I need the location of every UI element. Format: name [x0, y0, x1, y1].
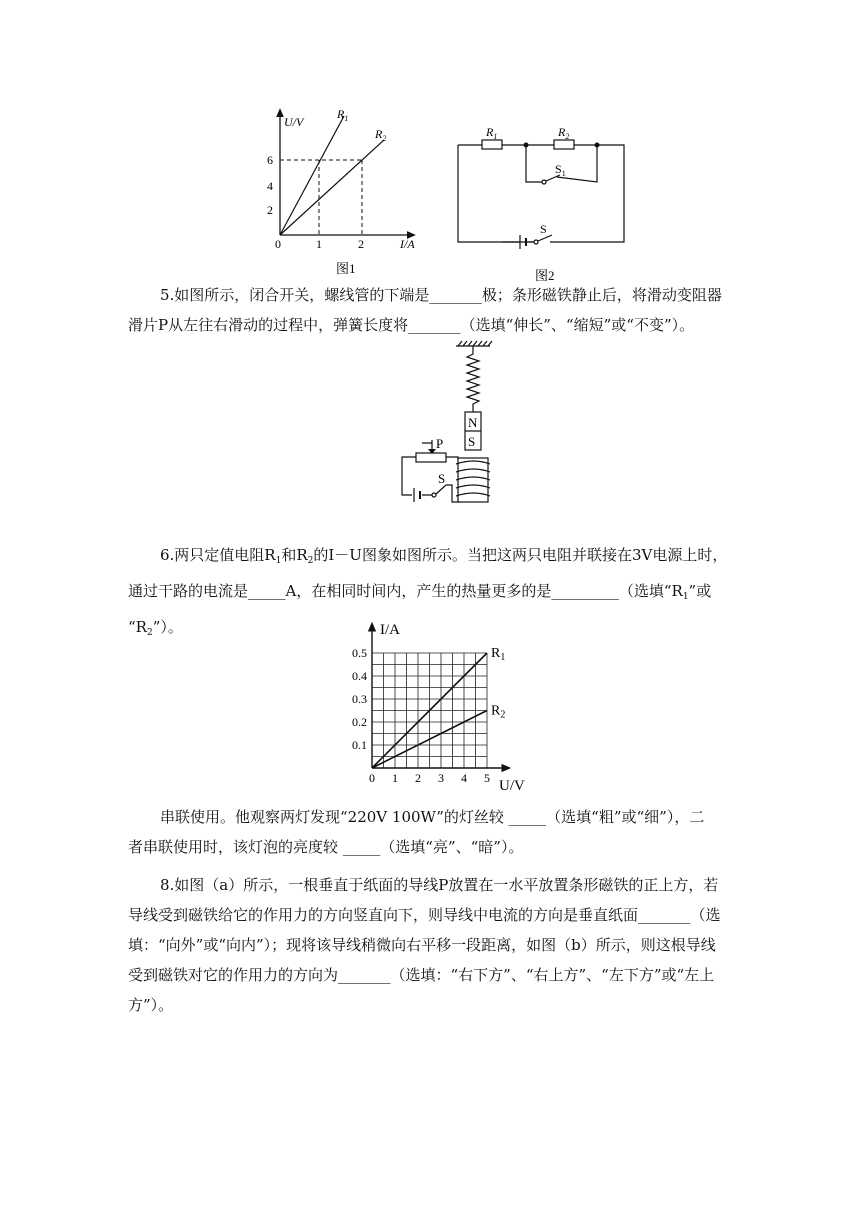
q7-line1: 串联使用。他观察两灯发现“220V 100W”的灯丝较 _____（选填“粗”或“细”），二 [160, 808, 705, 826]
y-tick-label: 0.4 [352, 669, 367, 683]
question-5 [128, 280, 732, 340]
q6-line2: 通过干路的电流是_____A，在相同时间内，产生的热量更多的是_________（选填“$R_1$”或 [128, 582, 712, 602]
x-tick-label: 2 [415, 771, 421, 785]
x-tick-label: 1 [392, 771, 398, 785]
spring [467, 346, 479, 412]
x-tick-label: 0 [369, 771, 375, 785]
y-tick-label: 0.5 [352, 646, 367, 660]
y-axis-label: I/A [380, 622, 400, 638]
x-axis-label: U/V [499, 778, 525, 794]
x-tick: 1 [316, 237, 322, 251]
q8-line4: 受到磁铁对它的作用力的方向为_______（选填：“右下方”、“右上方”、“左下方”或“左上 [128, 966, 715, 984]
switch-label: S [438, 471, 446, 486]
line-r1-label: $R_1$ [337, 107, 349, 123]
x-tick: 0 [275, 237, 281, 251]
figure1-ui-graph [262, 100, 432, 280]
q7-line2: 者串联使用时，该灯泡的亮度较 _____（选填“亮”、“暗”）。 [128, 838, 524, 856]
magnet-n: N [468, 415, 478, 430]
ceiling-hatch [458, 341, 492, 346]
figure1-caption: 图1 [336, 261, 356, 276]
y-tick: 4 [267, 179, 273, 193]
figure3-solenoid [392, 340, 512, 510]
wire [402, 440, 458, 495]
figure2-caption: 图2 [535, 268, 555, 283]
q8-line1: 8.如图（a）所示，一根垂直于纸面的导线P放置在一水平放置条形磁铁的正上方，若 [160, 876, 719, 894]
switch-contact [432, 493, 436, 497]
q8-line3: 填：“向外”或“向内”）；现将该导线稍微向右平移一段距离，如图（b）所示，则这根导线 [128, 936, 716, 954]
q8-line2: 导线受到磁铁给它的作用力的方向竖直向下，则导线中电流的方向是垂直纸面_______（选 [128, 906, 721, 924]
x-tick-label: 3 [438, 771, 444, 785]
q6-line3: “$R_2$”）。 [128, 618, 183, 638]
line-r2-label: $R_2$ [375, 127, 387, 143]
x-axis-label: I/A [400, 237, 415, 251]
label-r2: $R_2$ [558, 125, 570, 141]
y-tick: 2 [267, 203, 273, 217]
line-r2 [280, 140, 384, 235]
question-7 [128, 802, 732, 862]
magnet-s: S [468, 434, 476, 449]
x-tick-label: 5 [484, 771, 490, 785]
x-tick-label: 4 [461, 771, 467, 785]
switch-blade [436, 485, 446, 494]
slider-resistor [416, 453, 446, 462]
resistor-r1 [482, 140, 502, 149]
figure4-iu-chart [335, 618, 535, 796]
switch-s1-contact [542, 180, 546, 184]
label-r1: $R_1$ [486, 125, 498, 141]
y-tick: 6 [267, 153, 273, 167]
q5-line1: 5.如图所示，闭合开关，螺线管的下端是_______极；条形磁铁静止后，将滑动变阻器 [160, 286, 722, 304]
series-label-r2: $R_2$ [491, 703, 506, 721]
label-s1: $S_1$ [555, 162, 566, 178]
switch-s-contact [534, 240, 538, 244]
q6-line1: 6.两只定值电阻$R_1$和$R_2$的I－U图象如图所示。当把这两只电阻并联接在3V电源上时， [160, 546, 728, 566]
y-tick-label: 0.1 [352, 738, 367, 752]
y-tick-label: 0.3 [352, 692, 367, 706]
junction [595, 143, 600, 148]
q5-line2: 滑片P从左往右滑动的过程中，弹簧长度将_______（选填“伸长”、“缩短”或“不变”）。 [128, 316, 695, 334]
line-r1 [280, 116, 344, 235]
slider-label: P [436, 436, 444, 451]
series-label-r1: $R_1$ [491, 646, 506, 663]
y-axis-label: U/V [284, 115, 304, 129]
junction [524, 143, 529, 148]
x-tick: 2 [358, 237, 364, 251]
solenoid-core [458, 458, 488, 502]
resistor-r2 [554, 140, 574, 149]
y-tick-label: 0.2 [352, 715, 367, 729]
figure2-circuit [452, 120, 632, 285]
label-s: S [540, 222, 547, 236]
q8-line5: 方”）。 [128, 996, 174, 1014]
question-8 [128, 870, 732, 1020]
